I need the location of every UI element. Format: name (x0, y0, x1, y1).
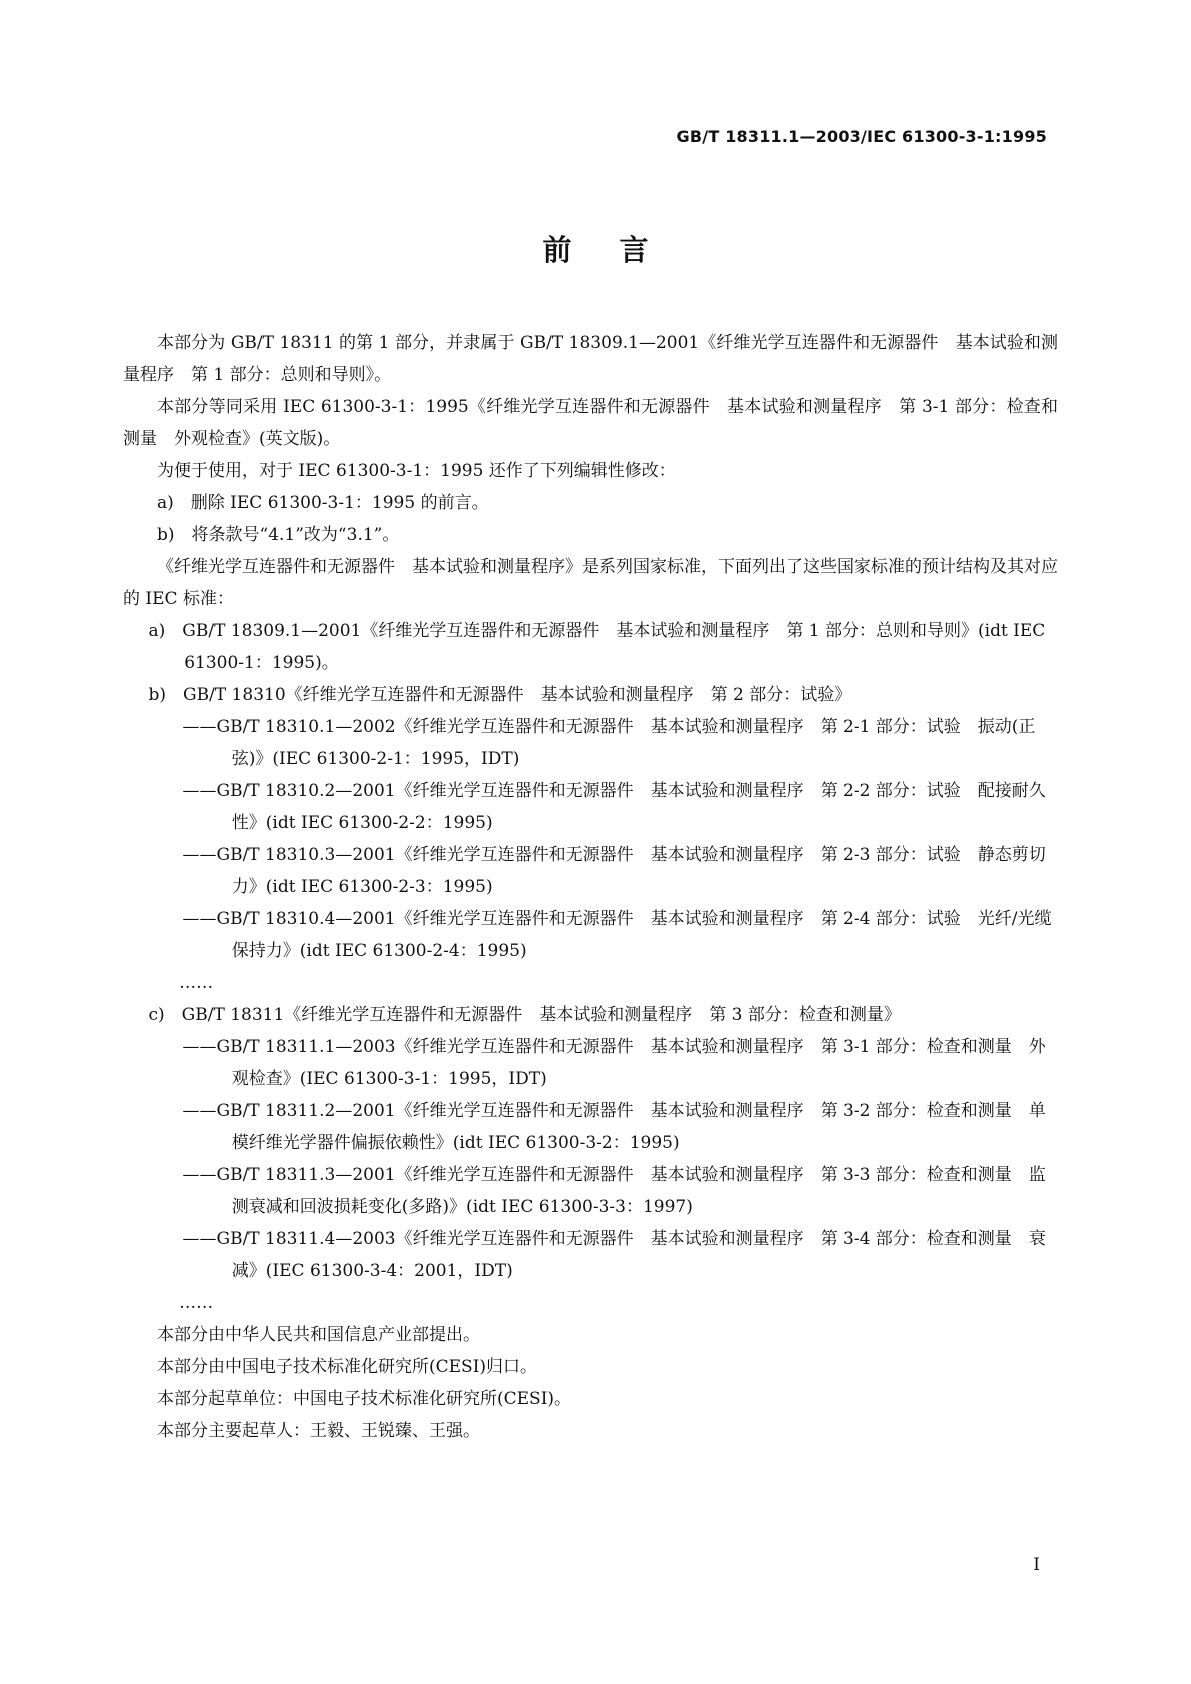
page-title: 前言 (542, 233, 697, 267)
list-ellipsis: …… (179, 1293, 214, 1313)
paragraph-scope: 本部分为 GB/T 18311 的第 1 部分，并隶属于 GB/T 18309.1—2001《纤维光学互连器件和无源器件 基本试验和测量程序 第 1 部分：总则和导则》。 (123, 333, 1058, 385)
page-number: I (1033, 1555, 1040, 1575)
foreword-body (123, 327, 1058, 1447)
list-subitem: ——GB/T 18310.4—2001《纤维光学互连器件和无源器件 基本试验和测量程序 第 2-4 部分：试验 光纤/光缆保持力》(idt IEC 61300-2-4：1995) (182, 909, 1052, 961)
list-subitem: ——GB/T 18311.3—2001《纤维光学互连器件和无源器件 基本试验和测量程序 第 3-3 部分：检查和测量 监测衰减和回波损耗变化(多路)》(idt IEC 61300-3-3：1997) (182, 1165, 1046, 1217)
list-item-b: b) GB/T 18310《纤维光学互连器件和无源器件 基本试验和测量程序 第 2 部分：试验》 (148, 685, 852, 705)
paragraph-drafting-unit: 本部分起草单位：中国电子技术标准化研究所(CESI)。 (157, 1389, 572, 1409)
paragraph-series-intro: 《纤维光学互连器件和无源器件 基本试验和测量程序》是系列国家标准，下面列出了这些国家标准的预计结构及其对应的 IEC 标准： (123, 557, 1058, 609)
list-subitem: ——GB/T 18311.4—2003《纤维光学互连器件和无源器件 基本试验和测量程序 第 3-4 部分：检查和测量 衰减》(IEC 61300-3-4：2001，IDT) (182, 1229, 1046, 1281)
list-subitem: ——GB/T 18310.3—2001《纤维光学互连器件和无源器件 基本试验和测量程序 第 2-3 部分：试验 静态剪切力》(idt IEC 61300-2-3：1995) (182, 845, 1046, 897)
paragraph-drafters: 本部分主要起草人：王毅、王锐臻、王强。 (157, 1421, 480, 1441)
list-ellipsis: …… (179, 973, 214, 993)
paragraph-administrator: 本部分由中国电子技术标准化研究所(CESI)归口。 (157, 1357, 538, 1377)
standard-number-header: GB/T 18311.1—2003/IEC 61300-3-1:1995 (676, 127, 1047, 146)
list-subitem: ——GB/T 18311.2—2001《纤维光学互连器件和无源器件 基本试验和测量程序 第 3-2 部分：检查和测量 单模纤维光学器件偏振依赖性》(idt IEC 61300-3-2：1995) (182, 1101, 1046, 1153)
list-subitem: ——GB/T 18310.1—2002《纤维光学互连器件和无源器件 基本试验和测量程序 第 2-1 部分：试验 振动(正弦)》(IEC 61300-2-1：1995，IDT) (182, 717, 1036, 769)
paragraph-adoption: 本部分等同采用 IEC 61300-3-1：1995《纤维光学互连器件和无源器件 基本试验和测量程序 第 3-1 部分：检查和测量 外观检查》(英文版)。 (123, 397, 1058, 449)
paragraph-edits-intro: 为便于使用，对于 IEC 61300-3-1：1995 还作了下列编辑性修改： (157, 461, 676, 481)
edit-item-b: b) 将条款号“4.1”改为“3.1”。 (157, 525, 400, 545)
paragraph-proposer: 本部分由中华人民共和国信息产业部提出。 (157, 1325, 480, 1345)
list-subitem: ——GB/T 18311.1—2003《纤维光学互连器件和无源器件 基本试验和测量程序 第 3-1 部分：检查和测量 外观检查》(IEC 61300-3-1：1995，IDT) (182, 1037, 1046, 1089)
list-item-a: a) GB/T 18309.1—2001《纤维光学互连器件和无源器件 基本试验和测量程序 第 1 部分：总则和导则》(idt IEC 61300-1：1995)。 (148, 621, 1046, 673)
list-item-c: c) GB/T 18311《纤维光学互连器件和无源器件 基本试验和测量程序 第 3 部分：检查和测量》 (148, 1005, 901, 1025)
list-subitem: ——GB/T 18310.2—2001《纤维光学互连器件和无源器件 基本试验和测量程序 第 2-2 部分：试验 配接耐久性》(idt IEC 61300-2-2：1995) (182, 781, 1046, 833)
edit-item-a: a) 删除 IEC 61300-3-1：1995 的前言。 (157, 493, 489, 513)
